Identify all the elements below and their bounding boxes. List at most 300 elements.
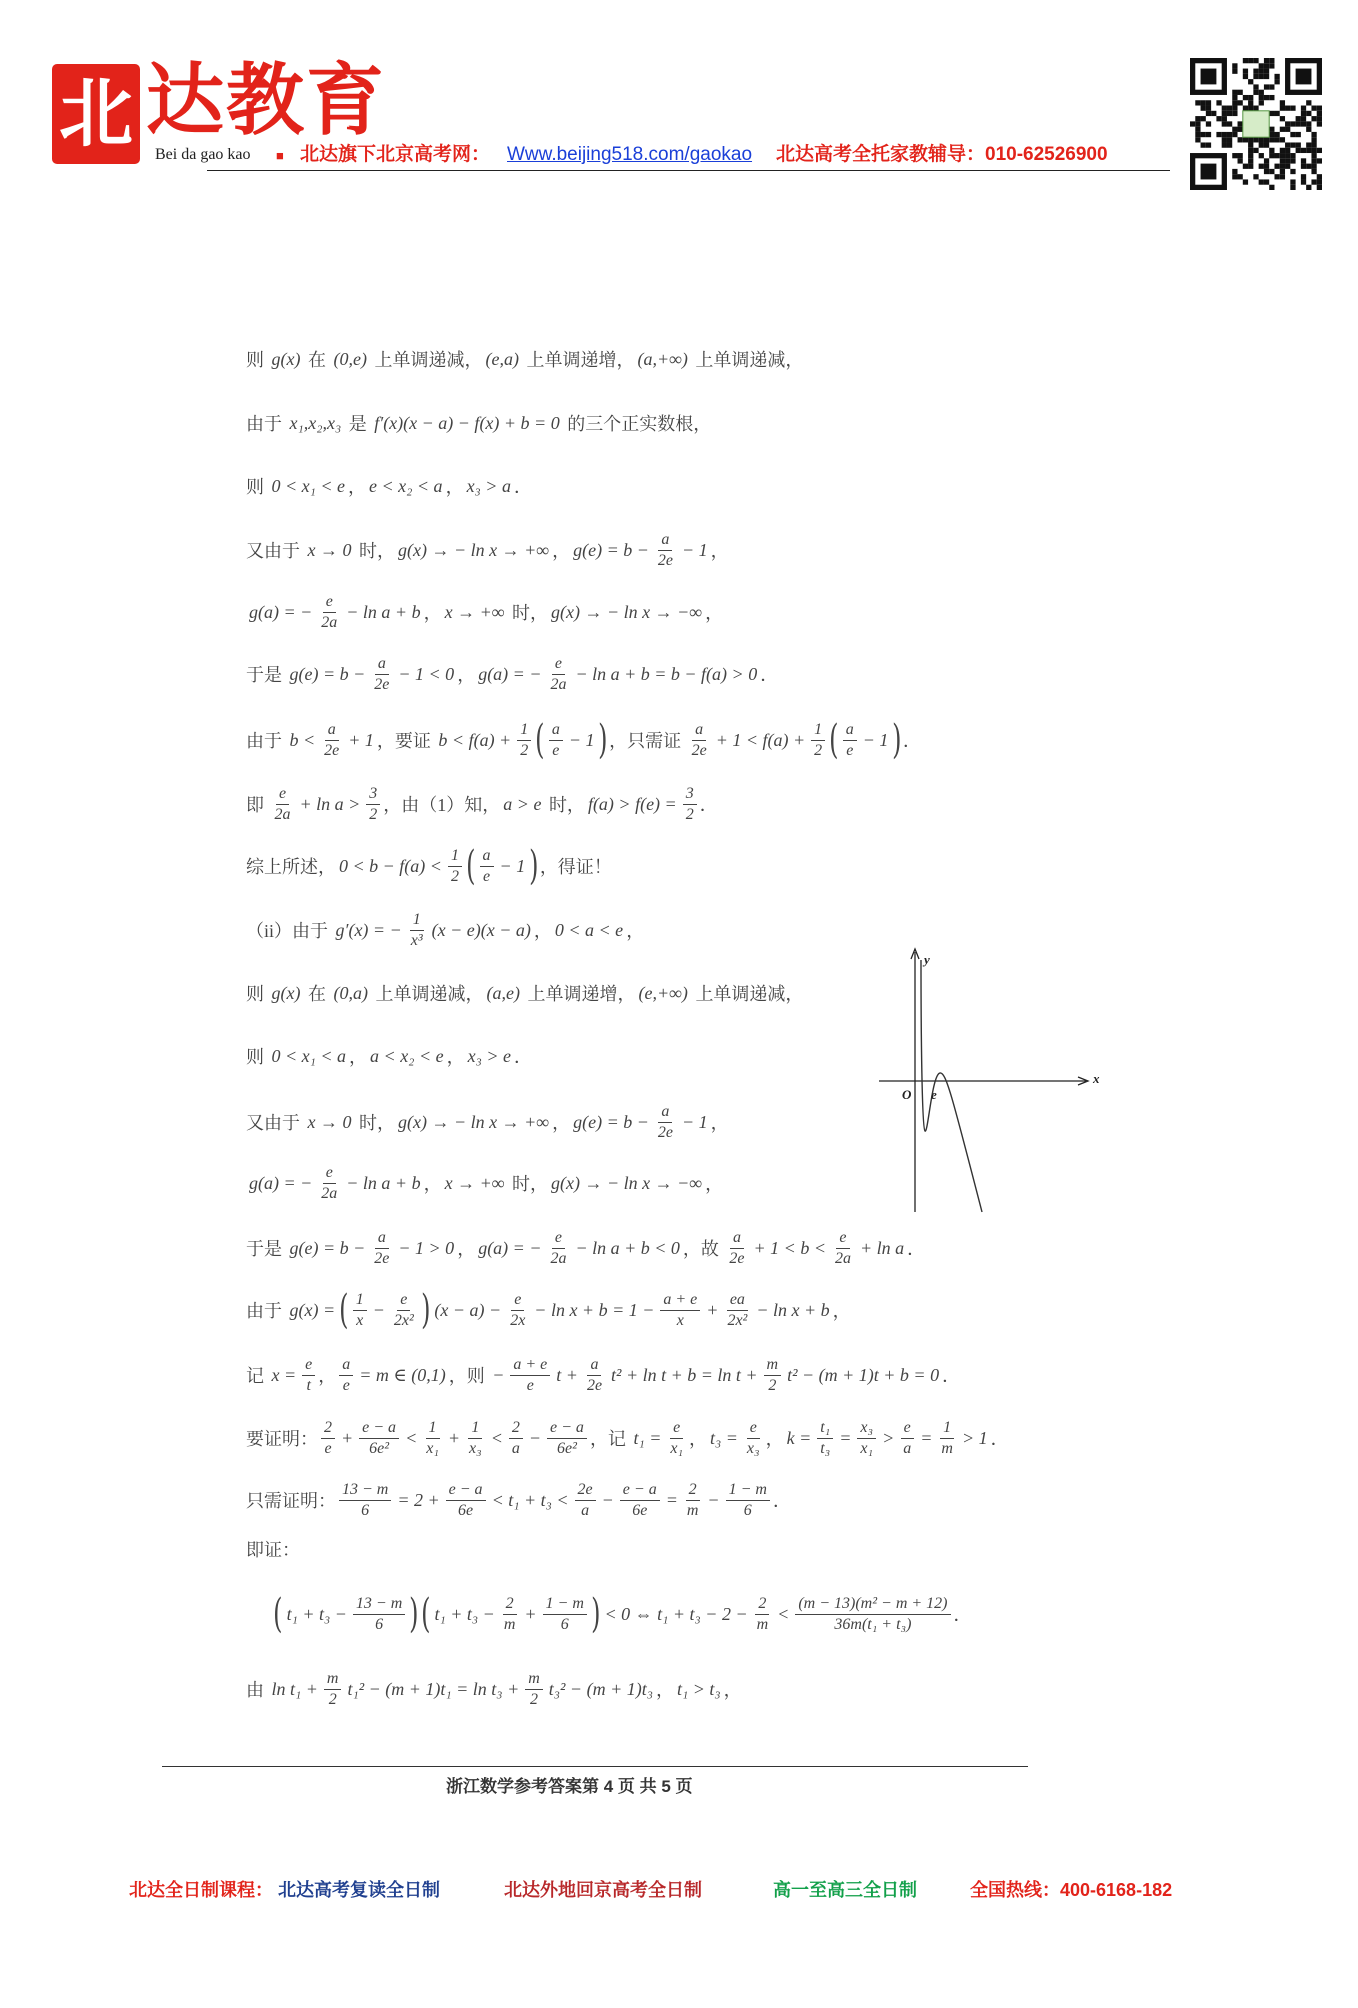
text-run: 是 xyxy=(344,414,372,434)
fraction-denominator: e xyxy=(552,741,560,759)
fraction-denominator: 2e xyxy=(324,741,340,759)
solution-line-12 xyxy=(246,1031,532,1081)
text-run: ． xyxy=(907,1239,926,1259)
fraction-numerator: ea xyxy=(727,1291,748,1311)
fraction xyxy=(525,1670,543,1709)
bullet-square-icon: ■ xyxy=(276,148,284,163)
fraction-numerator: 2 xyxy=(321,1419,335,1439)
math-run: − 1 xyxy=(681,539,708,560)
text-run: ． xyxy=(903,731,922,751)
math-run: − xyxy=(707,1489,720,1510)
fraction xyxy=(448,847,462,886)
fraction-denominator: x₁ xyxy=(670,1439,684,1457)
fraction-denominator: 2 xyxy=(450,867,459,885)
fraction-denominator: x₃ xyxy=(746,1439,760,1457)
fraction-numerator: x₃ xyxy=(857,1419,876,1439)
text-run: ，记 xyxy=(589,1429,631,1449)
math-run: a > e xyxy=(503,793,542,814)
fraction-denominator: 6 xyxy=(361,1501,370,1519)
math-run: g(e) = b − xyxy=(289,1237,366,1258)
text-run: ， xyxy=(689,1429,708,1449)
solution-line-20 xyxy=(246,1524,300,1574)
math-run: g(x) → − ln x → −∞ xyxy=(551,601,703,622)
fraction xyxy=(391,1291,417,1330)
fraction xyxy=(726,1229,747,1268)
fraction xyxy=(726,1481,770,1520)
function-graph-figure xyxy=(874,946,1106,1218)
brand-pinyin: Bei da gao kao xyxy=(155,146,251,163)
fraction-numerator: a + e xyxy=(660,1291,700,1311)
solution-line-18 xyxy=(246,1413,1009,1463)
fraction-numerator: a xyxy=(843,721,857,741)
text-run: ，由（1）知， xyxy=(383,795,501,815)
solution-line-21 xyxy=(272,1589,972,1639)
text-run: ， xyxy=(552,541,571,561)
fraction-denominator: x xyxy=(356,1311,364,1329)
text-run: ， xyxy=(710,1113,729,1133)
math-run: = xyxy=(665,1489,678,1510)
text-run: 由于 xyxy=(246,414,287,434)
math-run: − 1 > 0 xyxy=(398,1237,455,1258)
fraction-denominator: t₃ xyxy=(820,1439,831,1457)
fraction xyxy=(832,1229,854,1268)
qr-code-icon[interactable] xyxy=(1190,58,1322,190)
text-run: ， xyxy=(533,921,552,941)
math-run: − ln x + b = 1 − xyxy=(534,1299,655,1320)
fraction-numerator: a xyxy=(480,847,494,867)
brand-logo-text: 达教育 xyxy=(146,57,387,144)
fraction-denominator: m xyxy=(756,1615,769,1633)
text-run: 由 xyxy=(246,1680,269,1700)
math-run: − xyxy=(492,1364,505,1385)
text-run: 则 xyxy=(246,350,269,370)
fraction-denominator: 36m(t₁ + t₃) xyxy=(834,1615,912,1633)
text-run: ， xyxy=(832,1301,851,1321)
math-run: b < xyxy=(289,729,316,750)
text-run: ， xyxy=(723,1680,742,1700)
math-run: + xyxy=(524,1603,537,1624)
fraction xyxy=(754,1595,772,1634)
fraction-denominator: e xyxy=(846,741,854,759)
fraction-numerator: 1 xyxy=(517,721,531,741)
fraction-numerator: e xyxy=(397,1291,410,1311)
fraction xyxy=(408,911,426,950)
math-run: + 1 < f(a) + xyxy=(715,729,806,750)
fraction xyxy=(667,1419,686,1458)
fraction-denominator: x³ xyxy=(410,931,423,949)
text-run: 由于 xyxy=(246,1301,287,1321)
text-run: ， xyxy=(423,1174,442,1194)
math-run: g(a) = − xyxy=(249,1172,313,1193)
fraction-denominator: m xyxy=(686,1501,699,1519)
math-run: g(x) → − ln x → +∞ xyxy=(398,539,550,560)
math-run: t₁ = xyxy=(633,1427,662,1448)
math-run: x → 0 xyxy=(307,539,352,560)
text-run: ， xyxy=(705,1174,724,1194)
fraction-numerator: a xyxy=(325,721,339,741)
math-run: t₃² − (m + 1)t₃ xyxy=(548,1678,653,1699)
math-run: t₁ + t₃ − xyxy=(286,1603,347,1624)
fraction-denominator: 2x² xyxy=(393,1311,414,1329)
fraction-numerator: a xyxy=(375,1229,389,1249)
fraction xyxy=(547,1419,587,1458)
math-run: f′(x)(x − a) − f(x) + b = 0 xyxy=(374,412,560,433)
site-link[interactable]: Www.beijing518.com/gaokao xyxy=(507,144,753,165)
text-run: 则 xyxy=(246,984,269,1004)
function-curve xyxy=(921,960,982,1212)
math-run: + xyxy=(341,1427,354,1448)
fraction-numerator: e − a xyxy=(620,1481,660,1501)
y-axis-label: y xyxy=(924,952,930,967)
text-run: ． xyxy=(513,477,532,497)
fraction xyxy=(501,1595,519,1634)
math-run: = xyxy=(839,1427,852,1448)
fraction xyxy=(811,721,825,760)
math-run: x = xyxy=(271,1364,297,1385)
fraction-denominator: x xyxy=(676,1311,684,1329)
big-paren-left: ( xyxy=(273,1591,283,1637)
fraction-denominator: 2a xyxy=(550,675,567,693)
fraction-numerator: 2e xyxy=(575,1481,596,1501)
fraction-denominator: 2e xyxy=(374,675,390,693)
solution-line-2 xyxy=(246,398,711,448)
fraction-numerator: a xyxy=(375,655,389,675)
big-paren-right: ) xyxy=(420,1287,431,1333)
fraction-numerator: a xyxy=(692,721,706,741)
math-run: t₁² − (m + 1)t₁ = ln t₃ + xyxy=(347,1678,520,1699)
fraction xyxy=(795,1595,950,1634)
fraction-denominator: 2x xyxy=(510,1311,526,1329)
fraction xyxy=(423,1419,442,1458)
fraction xyxy=(660,1291,700,1330)
math-run: g(x) xyxy=(271,348,301,369)
math-run: g(a) = − xyxy=(478,1237,542,1258)
fraction-denominator: 2e xyxy=(374,1249,390,1267)
fraction-numerator: 1 xyxy=(353,1291,367,1311)
fraction-numerator: 2 xyxy=(755,1595,769,1615)
math-run: (a,+∞) xyxy=(637,348,688,369)
text-run: ， xyxy=(552,1113,571,1133)
fraction xyxy=(689,721,710,760)
fraction-denominator: 6 xyxy=(743,1501,752,1519)
math-run: + 1 < b < xyxy=(753,1237,826,1258)
math-run: = 2 + xyxy=(397,1489,440,1510)
math-run: − ln a + b xyxy=(346,1172,421,1193)
text-run: ， xyxy=(423,603,442,623)
fraction xyxy=(549,721,563,760)
text-run: 则 xyxy=(246,1047,269,1067)
math-run: − ln a + b = b − f(a) > 0 xyxy=(575,663,758,684)
text-run: ． xyxy=(760,665,779,685)
tutoring-label: 北达高考全托家教辅导：010-62526900 xyxy=(776,144,1108,165)
text-run: 则 xyxy=(246,477,269,497)
fraction xyxy=(900,1419,914,1458)
fraction xyxy=(272,785,294,824)
math-run: g(x) → − ln x → +∞ xyxy=(398,1111,550,1132)
big-paren-right: ) xyxy=(409,1591,419,1637)
math-run: − xyxy=(528,1427,542,1448)
math-run: 0 < x₁ < e xyxy=(271,475,346,496)
fraction-denominator: 2a xyxy=(834,1249,851,1267)
math-run: − 1 < 0 xyxy=(398,663,455,684)
math-run: = m ∈ (0,1) xyxy=(359,1364,446,1385)
fraction-numerator: m xyxy=(324,1670,342,1690)
solution-line-5 xyxy=(246,587,723,637)
math-run: < t₁ + t₃ < xyxy=(491,1489,569,1510)
fraction xyxy=(318,1164,340,1203)
math-run: − ln a + b < 0 xyxy=(575,1237,680,1258)
text-run: ， xyxy=(446,1047,465,1067)
fraction-numerator: a xyxy=(658,531,672,551)
fraction-numerator: 3 xyxy=(366,785,380,805)
big-paren-left: ( xyxy=(829,717,839,763)
fraction-numerator: a + e xyxy=(510,1356,550,1376)
page-number-text: 浙江数学参考答案第 4 页 共 5 页 xyxy=(446,1777,693,1796)
fraction-denominator: 6e² xyxy=(369,1439,390,1457)
big-paren-left: ( xyxy=(339,1287,349,1333)
fraction-denominator: a xyxy=(903,1439,912,1457)
big-paren-right: ) xyxy=(892,717,902,763)
course-repeat-fulltime: 北达高考复读全日制 xyxy=(278,1880,440,1900)
text-run: 又由于 xyxy=(246,541,305,561)
text-run: 的三个正实数根， xyxy=(562,414,712,434)
fraction xyxy=(339,1481,391,1520)
fraction-denominator: 2x² xyxy=(727,1311,748,1329)
fraction-denominator: 2a xyxy=(274,805,291,823)
text-run: ， xyxy=(457,665,476,685)
fraction xyxy=(724,1291,750,1330)
fraction-denominator: 2e xyxy=(691,741,707,759)
header-divider xyxy=(207,170,1170,171)
fraction-numerator: a xyxy=(658,1103,672,1123)
fraction xyxy=(339,1356,353,1395)
fraction-numerator: e − a xyxy=(446,1481,486,1501)
fraction xyxy=(324,1670,342,1709)
math-run: x → +∞ xyxy=(444,1172,505,1193)
math-run: ln t₁ + xyxy=(271,1678,318,1699)
fraction xyxy=(318,593,340,632)
fraction-numerator: 1 xyxy=(468,1419,482,1439)
text-run: ． xyxy=(953,1605,972,1625)
math-run: − ln a + b xyxy=(346,601,421,622)
fraction-numerator: e xyxy=(511,1291,524,1311)
fraction-numerator: 13 − m xyxy=(353,1595,405,1615)
text-run: （ii）由于 xyxy=(246,921,333,941)
fraction-numerator: 1 xyxy=(426,1419,440,1439)
math-run: x → +∞ xyxy=(444,601,505,622)
text-run: 即 xyxy=(246,795,269,815)
fraction xyxy=(353,1291,367,1330)
text-run: 即证： xyxy=(246,1540,300,1560)
fraction-denominator: a xyxy=(581,1501,590,1519)
fraction-denominator: e xyxy=(342,1376,350,1394)
fraction xyxy=(446,1481,486,1520)
text-run: 于是 xyxy=(246,1239,287,1259)
math-run: − ln x + b xyxy=(756,1299,830,1320)
math-run: g(a) = − xyxy=(249,601,313,622)
fraction-denominator: 2a xyxy=(321,1184,338,1202)
fraction xyxy=(480,847,494,886)
courses-label: 北达全日制课程： xyxy=(129,1880,273,1900)
text-run: ． xyxy=(513,1047,532,1067)
solution-line-14 xyxy=(246,1158,723,1208)
text-run: ． xyxy=(699,795,718,815)
fraction-numerator: e xyxy=(276,785,289,805)
text-run: ， xyxy=(457,1239,476,1259)
fraction-numerator: e xyxy=(836,1229,849,1249)
fraction-denominator: 2e xyxy=(586,1376,603,1394)
text-run: ， xyxy=(765,1429,784,1449)
big-paren-right: ) xyxy=(591,1591,601,1637)
math-run: < xyxy=(405,1427,418,1448)
fraction xyxy=(938,1419,956,1458)
fraction-numerator: a xyxy=(549,721,563,741)
fraction-denominator: 6 xyxy=(375,1615,384,1633)
fraction-denominator: 2 xyxy=(685,805,694,823)
fraction xyxy=(353,1595,405,1634)
fraction-numerator: e xyxy=(901,1419,914,1439)
fraction xyxy=(359,1419,399,1458)
fraction xyxy=(683,785,697,824)
math-run: g(e) = b − xyxy=(573,1111,649,1132)
fraction-denominator: 2 xyxy=(369,805,378,823)
math-run: g′(x) = − xyxy=(335,919,402,940)
fraction-numerator: a xyxy=(587,1356,601,1376)
fraction-numerator: 1 xyxy=(410,911,424,931)
fraction-numerator: 1 xyxy=(448,847,462,867)
fraction-denominator: 2a xyxy=(550,1249,567,1267)
fraction xyxy=(517,721,531,760)
fraction-numerator: 2 xyxy=(503,1595,517,1615)
fraction xyxy=(371,655,392,694)
solution-line-8 xyxy=(246,779,718,829)
text-run: 在 xyxy=(303,984,331,1004)
text-run: 时， xyxy=(507,1174,549,1194)
fraction xyxy=(857,1419,876,1458)
math-run: t₃ = xyxy=(710,1427,738,1448)
text-run: ． xyxy=(942,1366,961,1386)
text-run: ， xyxy=(318,1366,337,1386)
fraction-denominator: 6e xyxy=(458,1501,474,1519)
text-run: 时， xyxy=(354,541,395,561)
math-run: (0,a) xyxy=(333,982,368,1003)
solution-line-1 xyxy=(246,334,803,384)
text-run: 由于 xyxy=(246,731,287,751)
big-paren-right: ) xyxy=(529,843,539,889)
math-run: g(x) = xyxy=(289,1299,336,1320)
text-run: 只需证明： xyxy=(246,1491,336,1511)
site-label: 北达旗下北京高考网： xyxy=(300,144,491,165)
text-run: 上单调递减， xyxy=(690,350,804,370)
text-run: 记 xyxy=(246,1366,269,1386)
solution-line-4 xyxy=(246,525,729,575)
fraction xyxy=(620,1481,660,1520)
fraction-denominator: 2 xyxy=(768,1376,777,1394)
fraction-numerator: 1 xyxy=(940,1419,954,1439)
fraction-numerator: e xyxy=(747,1419,760,1439)
fraction-numerator: t₁ xyxy=(817,1419,833,1439)
math-run: (x − a) − xyxy=(434,1299,502,1320)
fraction-denominator: x₁ xyxy=(860,1439,874,1457)
math-run: − 1 xyxy=(568,729,595,750)
math-run: + 1 xyxy=(348,729,374,750)
math-run: k = xyxy=(786,1427,812,1448)
fraction-denominator: e xyxy=(482,867,491,885)
text-run: ． xyxy=(990,1429,1009,1449)
solution-line-3 xyxy=(246,461,532,511)
fraction-numerator: e xyxy=(552,655,565,675)
math-run: = xyxy=(920,1427,933,1448)
text-run: 上单调递增， xyxy=(521,350,635,370)
fraction-numerator: 3 xyxy=(683,785,697,805)
fraction xyxy=(321,1419,335,1458)
fraction xyxy=(371,1229,392,1268)
text-run: ， xyxy=(710,541,729,561)
math-run: x₁,x₂,x₃ xyxy=(289,412,342,433)
fraction-numerator: e xyxy=(670,1419,683,1439)
math-run: + ln a > xyxy=(299,793,361,814)
text-run: 上单调递增， xyxy=(522,984,636,1004)
fraction-denominator: 2 xyxy=(328,1690,337,1708)
math-run: − 1 xyxy=(681,1111,708,1132)
solution-line-17 xyxy=(246,1350,960,1400)
math-run: (e,+∞) xyxy=(638,982,688,1003)
fraction-denominator: x₃ xyxy=(469,1439,482,1457)
fraction-denominator: a xyxy=(511,1439,520,1457)
course-return-beijing: 北达外地回京高考全日制 xyxy=(504,1880,702,1900)
fraction xyxy=(510,1356,550,1395)
fraction xyxy=(543,1595,587,1634)
math-run: + ln a xyxy=(859,1237,905,1258)
fraction xyxy=(509,1419,523,1458)
course-grades-1-3: 高一至高三全日制 xyxy=(773,1880,917,1900)
math-run: − 1 xyxy=(499,855,526,876)
big-paren-right: ) xyxy=(598,717,608,763)
text-run: ，得证！ xyxy=(539,857,612,877)
fraction xyxy=(575,1481,596,1520)
text-run: 要证明： xyxy=(246,1429,318,1449)
math-run: e < x₂ < a xyxy=(369,475,443,496)
math-run: < 0 ⇔ t₁ + t₃ − 2 − xyxy=(604,1603,748,1624)
text-run: 在 xyxy=(303,350,331,370)
fraction-numerator: 2 xyxy=(509,1419,523,1439)
math-run: t + xyxy=(556,1364,578,1385)
math-run: − xyxy=(601,1489,614,1510)
text-run: ， xyxy=(349,1047,368,1067)
math-run: > 1 xyxy=(961,1427,988,1448)
fraction xyxy=(684,1481,702,1520)
math-run: t² − (m + 1)t + b = 0 xyxy=(787,1364,940,1385)
math-run: t² + ln t + b = ln t + xyxy=(611,1364,758,1385)
solution-line-15 xyxy=(246,1223,925,1273)
math-run: g(x) xyxy=(271,982,301,1003)
fraction xyxy=(817,1419,833,1458)
text-run: ， xyxy=(655,1680,674,1700)
fraction-numerator: 2 xyxy=(686,1481,700,1501)
text-run: 时， xyxy=(507,603,549,623)
math-run: g(a) = − xyxy=(478,663,542,684)
fraction-numerator: (m − 13)(m² − m + 12) xyxy=(795,1595,950,1615)
fraction xyxy=(302,1356,315,1395)
fraction xyxy=(507,1291,528,1330)
fraction-denominator: 2e xyxy=(657,1123,673,1141)
math-run: (a,e) xyxy=(486,982,520,1003)
fraction-numerator: a xyxy=(730,1229,744,1249)
text-run: ，则 xyxy=(448,1366,490,1386)
hotline-text: 全国热线：400-6168-182 xyxy=(970,1880,1173,1900)
text-run: ． xyxy=(772,1491,791,1511)
text-run: 于是 xyxy=(246,665,287,685)
